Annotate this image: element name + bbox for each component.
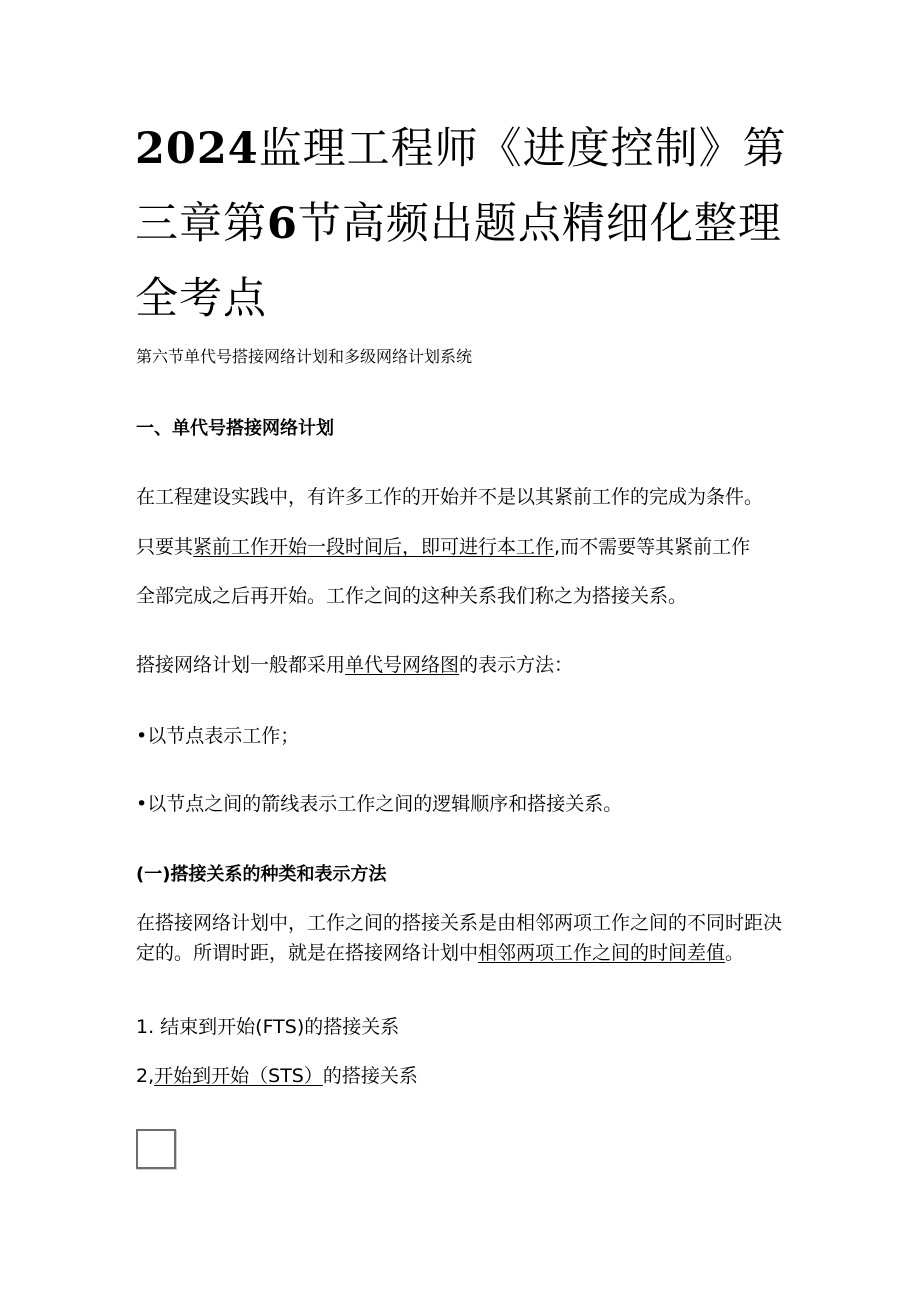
bullet-item-2: •以节点之间的箭线表示工作之间的逻辑顺序和搭接关系。 xyxy=(136,793,623,815)
item2-underlined: 开始到开始（STS） xyxy=(154,1065,323,1087)
item2-prefix: 2, xyxy=(136,1065,155,1087)
para2-suffix: 的表示方法： xyxy=(459,654,574,676)
para3-suffix: 。 xyxy=(725,942,745,964)
title-year: 2024 xyxy=(135,124,259,174)
section-heading-1: 一、单代号搭接网络计划 xyxy=(136,418,334,439)
item2-suffix: 的搭接关系 xyxy=(322,1065,418,1087)
list-item-2 xyxy=(136,1061,418,1091)
para3-underlined: 相邻两项工作之间的时间差值 xyxy=(478,942,726,964)
section-subtitle: 第六节单代号搭接网络计划和多级网络计划系统 xyxy=(136,347,473,366)
title-text-part1: 监理工程师《进度控制》第三章第 xyxy=(135,124,787,249)
image-placeholder-box xyxy=(136,1129,176,1169)
para1-line2-underlined: 紧前工作开始一段时间后，即可进行本工作 xyxy=(193,536,555,558)
paragraph-2 xyxy=(136,650,573,680)
para1-line2-prefix: 只要其 xyxy=(136,536,194,558)
para2-underlined: 单代号网络图 xyxy=(345,654,460,676)
para1-line2-suffix: ,而不需要等其紧前工作 xyxy=(554,536,751,558)
para3-prefix: 在搭接网络计划中，工作之间的搭接关系是由相邻两项工作之间的不同时距决定的。所谓时距，就是在搭接网络计划中 xyxy=(136,912,783,964)
paragraph-3 xyxy=(136,908,796,968)
subsection-heading-1: (一)搭接关系的种类和表示方法 xyxy=(136,864,387,885)
para2-prefix: 搭接网络计划一般都采用 xyxy=(136,654,346,676)
list-item-1: 1. 结束到开始(FTS)的搭接关系 xyxy=(136,1016,400,1038)
title-text-part2: 节高频出题点精细化整理全考点 xyxy=(135,199,782,324)
document-title xyxy=(135,112,795,337)
bullet-item-1: •以节点表示工作； xyxy=(136,725,300,747)
paragraph-1-line-2 xyxy=(136,532,750,562)
paragraph-1-line-3: 全部完成之后再开始。工作之间的这种关系我们称之为搭接关系。 xyxy=(136,585,688,607)
title-section-number: 6 xyxy=(267,199,298,249)
paragraph-1-line-1: 在工程建设实践中，有许多工作的开始并不是以其紧前工作的完成为条件。 xyxy=(136,486,764,508)
